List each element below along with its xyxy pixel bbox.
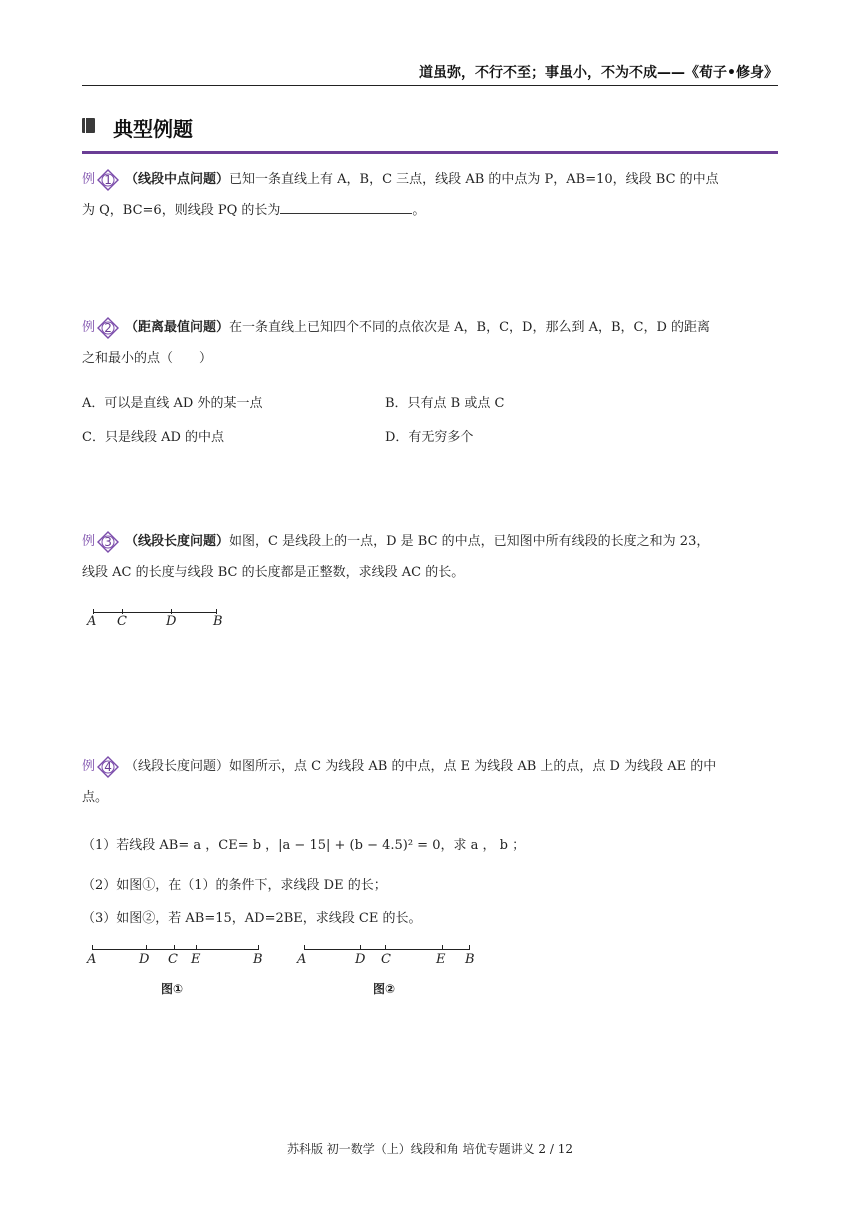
example-text: 。 xyxy=(412,203,426,218)
example-3 xyxy=(82,526,782,588)
header-rule xyxy=(82,85,778,86)
point-label-b: B xyxy=(213,614,223,629)
tick xyxy=(174,945,175,950)
section-rule xyxy=(82,151,778,154)
point-label-e: E xyxy=(191,952,201,967)
equation: |a − 15| + (b − 4.5)² = 0 xyxy=(278,838,441,853)
example-1 xyxy=(82,164,782,226)
option-b: B．只有点 B 或点 C xyxy=(385,396,505,411)
example-text: 已知一条直线上有 A，B，C 三点，线段 AB 的中点为 P，AB=10，线段 BC 的中点 xyxy=(229,172,719,187)
example-3-line-1 xyxy=(82,526,782,557)
example-2-line-1 xyxy=(82,312,782,343)
section-title: 典型例题 xyxy=(113,117,193,141)
point-label-a: A xyxy=(87,614,97,629)
point-label-b: B xyxy=(465,952,475,967)
option-a: A．可以是直线 AD 外的某一点 xyxy=(82,396,263,411)
header-motto: 道虽弥，不行不至；事虽小，不为不成——《荀子•修身》 xyxy=(419,65,778,81)
tick xyxy=(196,945,197,950)
example-text: 如图所示，点 C 为线段 AB 的中点，点 E 为线段 AB 上的点，点 D 为线段 AE 的中 xyxy=(229,759,717,774)
point-label-e: E xyxy=(436,952,446,967)
tick xyxy=(258,945,259,950)
book-icon xyxy=(82,118,95,133)
diamond-number-badge xyxy=(97,317,119,339)
example-label: 例 xyxy=(82,172,96,187)
example-number: 3 xyxy=(104,534,112,549)
example-number: 1 xyxy=(104,172,112,187)
example-number: 4 xyxy=(104,759,112,774)
diamond-number-badge xyxy=(97,756,119,778)
figure-1-caption: 图① xyxy=(161,982,184,996)
example-number: 2 xyxy=(104,320,112,335)
diamond-number-badge xyxy=(97,531,119,553)
example-label: 例 xyxy=(82,534,96,549)
example-text: 为 Q，BC=6，则线段 PQ 的长为 xyxy=(82,203,281,218)
segment-line xyxy=(92,949,259,950)
diamond-number-badge xyxy=(97,169,119,191)
example-topic: （距离最值问题） xyxy=(125,320,230,335)
question-3: （3）如图②，若 AB=15，AD=2BE，求线段 CE 的长。 xyxy=(82,911,422,926)
point-label-a: A xyxy=(297,952,307,967)
tick xyxy=(469,945,470,950)
answer-blank[interactable] xyxy=(280,199,412,214)
point-label-b: B xyxy=(253,952,263,967)
figure-2-caption: 图② xyxy=(373,982,396,996)
example-4-line-1 xyxy=(82,751,782,782)
tick xyxy=(304,945,305,950)
tick xyxy=(442,945,443,950)
segment-line xyxy=(304,949,470,950)
option-d: D．有无穷多个 xyxy=(385,430,474,445)
example-1-line-1 xyxy=(82,164,782,195)
question-text: ，求 a ， b ； xyxy=(440,838,526,853)
point-label-c: C xyxy=(117,614,127,629)
example-text: 如图，C 是线段上的一点，D 是 BC 的中点，已知图中所有线段的长度之和为 23， xyxy=(229,534,710,549)
example-text: 在一条直线上已知四个不同的点依次是 A，B，C，D，那么到 A，B，C，D 的距离 xyxy=(229,320,711,335)
point-label-d: D xyxy=(139,952,150,967)
point-label-d: D xyxy=(355,952,366,967)
question-1 xyxy=(82,830,782,861)
example-topic: （线段长度问题） xyxy=(125,534,230,549)
example-2 xyxy=(82,312,782,374)
segment-line xyxy=(93,612,217,613)
example-label: 例 xyxy=(82,759,96,774)
page-footer: 苏科版 初一数学（上）线段和角 培优专题讲义 2 / 12 xyxy=(286,1142,574,1156)
point-label-c: C xyxy=(381,952,391,967)
example-topic: （线段中点问题） xyxy=(125,172,230,187)
option-c: C．只是线段 AD 的中点 xyxy=(82,430,225,445)
example-4-line-2: 点。 xyxy=(82,790,109,805)
figure-ex3 xyxy=(93,609,217,631)
tick xyxy=(146,945,147,950)
example-topic: （线段长度问题） xyxy=(125,759,230,774)
example-3-line-2: 线段 AC 的长度与线段 BC 的长度都是正整数，求线段 AC 的长。 xyxy=(82,565,465,580)
tick xyxy=(92,945,93,950)
tick xyxy=(385,945,386,950)
question-2: （2）如图①，在（1）的条件下，求线段 DE 的长； xyxy=(82,878,387,893)
example-1-line-2 xyxy=(82,195,782,226)
point-label-a: A xyxy=(87,952,97,967)
example-label: 例 xyxy=(82,320,96,335)
example-4 xyxy=(82,751,782,813)
example-2-line-2: 之和最小的点（ ） xyxy=(82,351,213,366)
point-label-d: D xyxy=(166,614,177,629)
tick xyxy=(360,945,361,950)
point-label-c: C xyxy=(168,952,178,967)
question-text: （1）若线段 AB= a ，CE= b ， xyxy=(82,838,279,853)
